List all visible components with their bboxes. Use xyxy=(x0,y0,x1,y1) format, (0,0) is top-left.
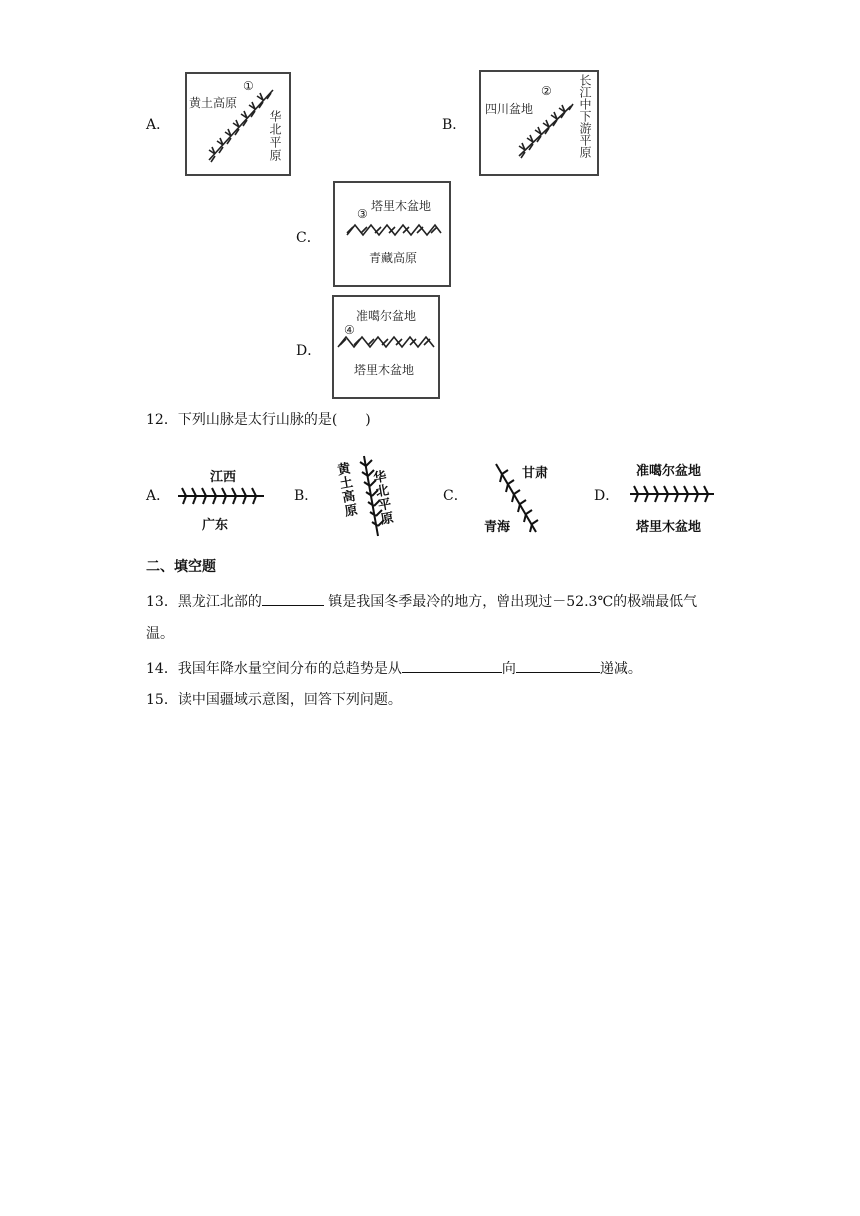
mountain-range-3-icon xyxy=(335,183,449,285)
marker-3: ③ xyxy=(357,207,368,221)
q12-option-c-label[interactable]: C． xyxy=(443,488,468,504)
tarim-basin-label: 塔里木盆地 xyxy=(371,199,432,213)
mountain-range-2-icon xyxy=(481,72,597,174)
junggar-basin-label-q12: 准噶尔盆地 xyxy=(636,464,702,479)
q14-part3: 递减。 xyxy=(599,661,642,677)
q12-mountain-b-icon xyxy=(348,452,388,542)
question-15: 15．读中国疆域示意图，回答下列问题。 xyxy=(146,692,402,708)
question-13-cont: 温。 xyxy=(146,626,174,642)
option-a-map xyxy=(185,72,291,176)
q12-option-a-label[interactable]: A． xyxy=(146,488,171,504)
qinghai-label: 青海 xyxy=(484,520,511,535)
north-china-plain-label-q12: 华北平原 xyxy=(369,469,394,527)
question-13 xyxy=(146,591,697,612)
tarim-basin-label-d: 塔里木盆地 xyxy=(354,363,415,377)
tarim-basin-label-q12: 塔里木盆地 xyxy=(636,520,702,535)
north-china-plain-label: 华北平原 xyxy=(268,110,282,162)
sichuan-basin-label: 四川盆地 xyxy=(485,102,534,116)
loess-plateau-label: 黄土高原 xyxy=(189,96,238,110)
marker-4: ④ xyxy=(344,323,355,337)
mountain-range-1-icon xyxy=(187,74,289,174)
option-b-map xyxy=(479,70,599,176)
q12-mountain-a-icon xyxy=(176,480,276,510)
marker-2: ② xyxy=(541,84,552,98)
option-b-label[interactable]: B． xyxy=(442,117,467,133)
option-c-label[interactable]: C． xyxy=(296,230,321,246)
q12-mountain-d-icon xyxy=(628,478,718,508)
q12-mountain-c-icon xyxy=(490,460,550,540)
junggar-basin-label: 准噶尔盆地 xyxy=(356,309,417,323)
mountain-range-4-icon xyxy=(334,297,438,397)
gansu-label: 甘肃 xyxy=(522,466,549,481)
question-14 xyxy=(146,658,642,679)
q14-blank-2[interactable] xyxy=(516,658,600,673)
q14-blank-1[interactable] xyxy=(402,658,502,673)
marker-1: ① xyxy=(243,79,254,93)
question-12-stem: 12．下列山脉是太行山脉的是( ) xyxy=(146,412,371,428)
q12-option-d-label[interactable]: D． xyxy=(594,488,620,504)
q13-blank[interactable] xyxy=(262,591,324,606)
q13-part2: 镇是我国冬季最冷的地方，曾出现过－52.3℃的极端最低气 xyxy=(323,594,698,610)
tibet-plateau-label: 青藏高原 xyxy=(369,251,418,265)
loess-plateau-label-q12: 黄土高原 xyxy=(333,461,358,519)
yangtze-plain-label: 长江中下游平原 xyxy=(578,74,592,158)
option-c-map xyxy=(333,181,451,287)
q12-option-b-label[interactable]: B． xyxy=(294,488,319,504)
jiangxi-label: 江西 xyxy=(210,470,237,485)
option-d-label[interactable]: D． xyxy=(296,343,322,359)
q14-part2: 向 xyxy=(501,661,516,677)
option-a-label[interactable]: A． xyxy=(146,117,171,133)
q13-part1: 13．黑龙江北部的 xyxy=(146,594,262,610)
option-d-map xyxy=(332,295,440,399)
guangdong-label: 广东 xyxy=(202,518,229,533)
q14-part1: 14．我国年降水量空间分布的总趋势是从 xyxy=(146,661,402,677)
section-2-heading: 二、填空题 xyxy=(146,559,216,575)
